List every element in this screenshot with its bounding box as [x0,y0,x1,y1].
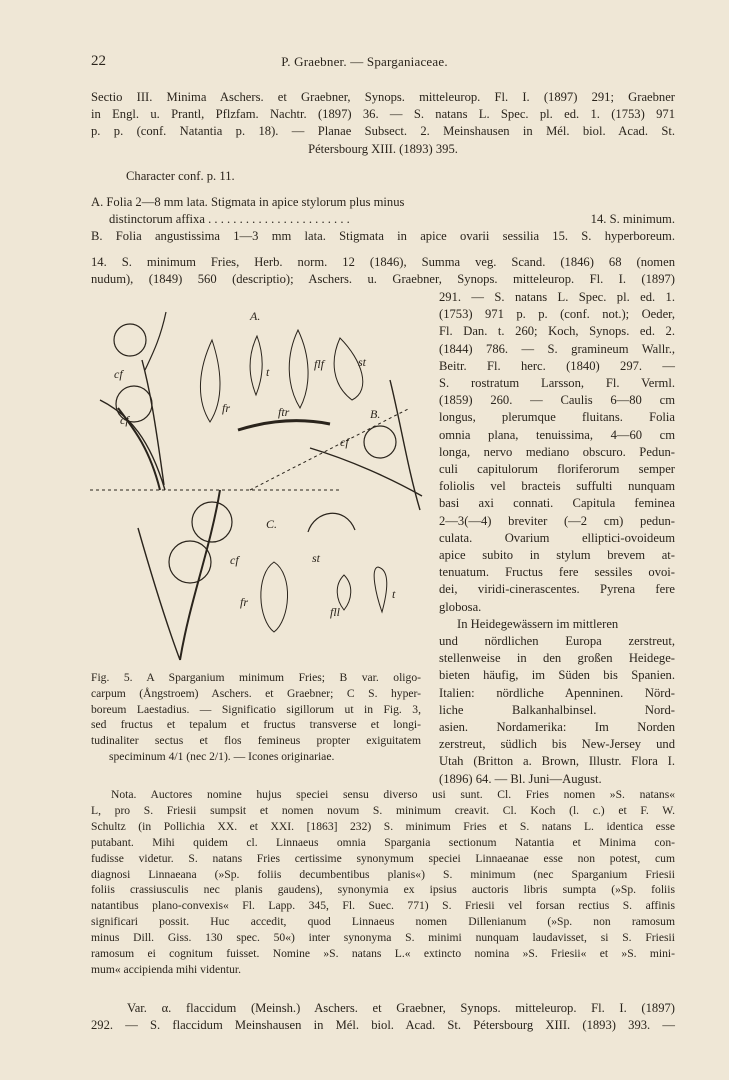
figure-caption [91,670,421,765]
character-line: Character conf. p. 11. [126,169,235,183]
nota-line: significari possit. Huc accedit, quod Linnaeus nomen Dillenianum (»Sp. non ramosum [91,915,675,929]
variety-line: 292. — S. flaccidum Meinshausen in Mél. biol. Acad. St. Pétersbourg XIII. (1893) 393. — [91,1018,675,1033]
species-intro [91,254,675,288]
text-line: Fl. Dan. t. 260; Koch, Synops. ed. 2. [439,324,675,339]
text-line: Italien: nördliche Apenninen. Nörd- [439,685,675,700]
text-line: longa, nervo mediano obscuro. Pedun- [439,444,675,459]
figure-label: fr [240,595,249,609]
key-a-line: A. Folia 2—8 mm lata. Stigmata in apice stylorum plus minus [91,195,405,209]
text-line: asien. Nordamerika: Im Norden [439,720,675,735]
text-line: (1753) 971 p. p. (conf. not.); Oeder, [439,307,675,322]
text-line: 291. — S. natans L. Spec. pl. ed. 1. [439,290,675,304]
text-line: stellenweise in den großen Heidege- [439,651,675,666]
figure-label: C. [266,517,278,531]
text-line: in Engl. u. Prantl, Pflzfam. Nachtr. (1897) 36. — S. natans L. Spec. pl. ed. 1. (1753) 971 [91,107,675,122]
figure-label: st [358,355,367,369]
key-a-dots: distinctorum affixa . . . . . . . . . . . . . . . . . . . . . . . [109,212,350,227]
text-line: (1844) 786. — S. gramineum Wallr., [439,341,675,356]
fruit-section [238,421,330,430]
botanical-figure [90,300,430,670]
figure-label: cf [114,367,123,381]
running-title: P. Graebner. — Sparganiaceae. [281,54,448,69]
text-line: 2—3(—4) breviter (—2 cm) pedun- [439,513,675,528]
text-line: bieten häufig, im Süden bis Spanien. [439,668,675,683]
variety-line: Var. α. flaccidum (Meinsh.) Aschers. et Graebner, Synops. mitteleurop. Fl. I. (1897) [127,1001,675,1015]
text-line: basi axi connati. Capitula feminea [439,496,675,511]
fruit-shape [261,562,288,632]
variety-block [91,1000,675,1034]
figure-label: fll [330,605,341,619]
nota-line: Nota. Auctores nomine hujus speciei sensu diverso usi sunt. Cl. Fries nomen »S. natans« [111,788,675,801]
figure-label: flf [314,357,325,371]
text-line: 14. S. minimum Fries, Herb. norm. 12 (1846), Summa veg. Scand. (1846) 68 (nomen [91,255,675,269]
nota-line: foliis crassiusculis nec planis gaudens), synonymia ex ipsius auctoris libris sumpta (»Sp. foliis [91,883,675,897]
text-line: zerstreut, südlich bis New-Jersey und [439,737,675,752]
fruit-shape [200,340,220,422]
text-line: Beitr. Fl. herc. (1840) 297. — [439,358,675,373]
nota-line: fudisse videtur. S. natans Fries certissime synonymum speciei Linnaeanae esse non potest, cum [91,851,675,865]
flower-head [364,426,396,458]
text-line: globosa. [439,599,482,614]
text-line: p. p. (conf. Natantia p. 18). — Planae Subsect. 2. Meinshausen in Mél. biol. Acad. St. [91,124,675,139]
text-line: foliolis vel bracteis suffulti nunquam [439,479,675,494]
text-line: Pétersbourg XIII. (1893) 395. [308,141,458,156]
text-line: Utah (Britton a. Brown, Illustr. Flora I. [439,754,675,769]
flower-shape [308,513,355,532]
text-line: (1859) 260. — Caulis 6—80 cm [439,393,675,408]
flower-head [169,541,211,583]
tepal-shape [374,567,387,612]
text-line: liche Balkanhalbinsel. Nord- [439,702,675,717]
figure-label: cf [230,553,239,567]
right-column [439,289,675,788]
nota-block [91,787,675,978]
leaf-shape [138,528,180,660]
figure-label: st [312,551,321,565]
text-line: tenuatum. Fructus fere sessiles ovoi- [439,565,675,580]
nota-line: L, pro S. Friesii sumpsit et nomen novum S. minimum creavit. Cl. Koch (l. c.) et F. W. [91,803,675,817]
page-number: 22 [91,53,106,69]
caption-line: carpum (Ångstroem) Aschers. et Graebner; C S. hyper- [91,686,421,700]
text-line: In Heidegewässern im mittleren [457,616,619,631]
text-line: dei, viridi-cinerascentes. Pyrena fere [439,582,675,597]
nota-line: Schultz (in Pollichia XX. et XXI. [1863] 232) S. minimum Fries et S. natans L. identica esse [91,819,675,833]
caption-line: speciminum 4/1 (nec 2/1). — Icones originariae. [109,749,335,763]
figure-label: t [266,365,270,379]
leaf-shape [310,448,422,496]
text-line: culata. Ovarium elliptici-ovoideum [439,530,675,545]
nota-line: mum« accipienda mihi videntur. [91,962,242,976]
nota-line: diagnosi Linnaeana (»Sp. foliis decumbentibus planis«) S. minimum (nec Sparganium Friesii [91,867,675,881]
figure-label: B. [370,407,381,421]
text-line: (1896) 64. — Bl. Juni—August. [439,771,602,786]
text-line: nudum), (1849) 560 (descriptio); Aschers. u. Graebner, Synops. mitteleurop. Fl. I. (1897) [91,272,675,287]
leaf-shape [145,312,166,370]
nota-line: putabant. Mihi quidem cl. Linnaeus omnia Sparganiа sectionum Natantia et Minima con- [91,835,675,849]
caption-line: boreum Laestadius. — Significatio sigillorum ut in Fig. 3, [91,702,421,716]
nota-line: minus Dill. Giss. 130 spec. 50«) inter synonyma S. minimi nunquam laudavisset, si S. Friesii [91,931,675,945]
figure-label: A. [250,309,261,323]
text-line: omnia plana, tenuissima, 4—60 cm [439,427,675,442]
stem-line [180,490,220,660]
figure-label: t [392,587,396,601]
caption-line: sed fructus et tepalum et fructus transverse et longi- [91,718,421,732]
figure-label: fr [222,401,231,415]
nota-line: ramosum ei cognitum fuisset. Nomine »S. natans L.« extincto nomina »S. Friesii« et »S. mini- [91,947,675,961]
key-block [91,194,675,246]
figure-label: cf [120,413,129,427]
figure-label: cf [340,435,349,449]
flower-head [114,324,146,356]
figure-label: ftr [278,405,290,419]
key-a-line2 [91,211,675,228]
text-line: und nördlichen Europa zerstreut, [439,634,675,649]
leaf-shape [390,380,420,510]
caption-line: Fig. 5. A Sparganium minimum Fries; B var. oligo- [91,671,421,684]
key-a-result: 14. S. minimum. [590,212,675,227]
text-line: longus, plerumque fluitans. Folia [439,410,675,425]
flower-shape [334,338,363,400]
tepal-shape [250,336,262,395]
fruit-shape [289,330,308,408]
flower-head [192,502,232,542]
sectio-block [91,89,675,158]
text-line: S. rostratum Larsson, Fl. Verml. [439,376,675,391]
text-line: Sectio III. Minima Aschers. et Graebner, Synops. mitteleurop. Fl. I. (1897) 291; Graebner [91,90,675,104]
text-line: culi capitulorum floriferorum semper [439,462,675,477]
key-b-line: B. Folia angustissima 1—3 mm lata. Stigmata in apice ovarii sessilia 15. S. hyperboreum. [91,229,675,244]
nota-line: natantibus plano-convexis« Fl. Lapp. 345, Fl. Suec. 771) S. Friesii vel forsan rectius S. affinis [91,899,675,913]
text-line: apice subito in stylum brevem at- [439,548,675,563]
caption-line: tudinaliter sectus et flos femineus propter exiguitatem [91,734,421,748]
